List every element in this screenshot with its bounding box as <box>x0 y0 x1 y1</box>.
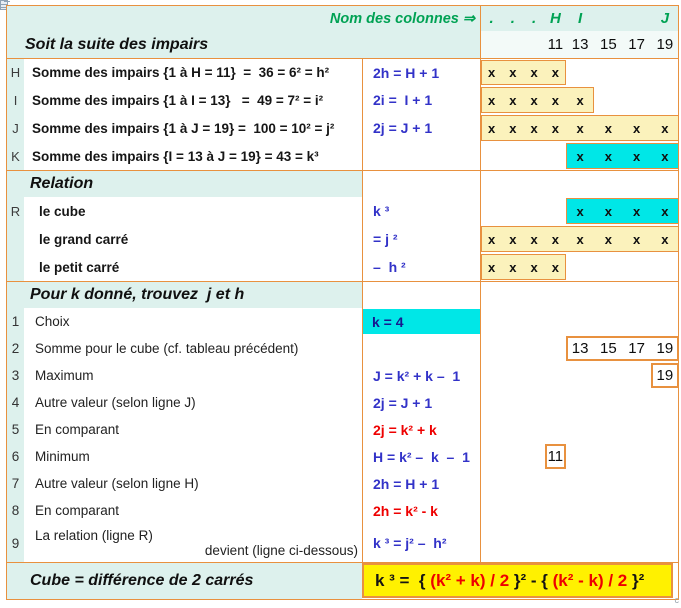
column-number: 11 <box>547 36 564 53</box>
empty-formula-cell <box>362 335 480 362</box>
grid-mark: x <box>604 120 612 136</box>
row-formula: = j ² <box>362 225 480 253</box>
table-row-J <box>7 114 678 142</box>
grid-mark: x <box>488 92 496 108</box>
grid-mark: x <box>633 203 641 219</box>
empty-grid-cell <box>480 470 678 497</box>
row-description: Choix <box>24 308 362 335</box>
grid-cell <box>480 443 678 470</box>
table-row-9-relation <box>7 524 678 562</box>
footer-formula-wrap <box>362 563 678 599</box>
row-formula: 2h = H + 1 <box>362 470 480 497</box>
footer-title: Cube = différence de 2 carrés <box>7 563 362 599</box>
column-number: 19 <box>656 36 674 53</box>
row-number: 1 <box>7 308 24 335</box>
row-formula: 2h = k² - k <box>362 497 480 524</box>
grid-cell <box>480 362 678 389</box>
table-row-5-en-comparant <box>7 416 678 443</box>
result-number: 11 <box>547 448 564 465</box>
row-formula: 2j = k² + k <box>362 416 480 443</box>
row-description-line1: La relation (ligne R) <box>35 528 153 543</box>
row-label: H <box>7 59 24 86</box>
column-names-label: Nom des colonnes ⇒ <box>329 10 475 27</box>
column-name: H <box>549 10 561 27</box>
table-row-grand-carre <box>7 225 678 253</box>
k-value-input[interactable]: k = 4 <box>363 309 480 334</box>
grid-mark: x <box>661 231 669 247</box>
footer-row <box>7 562 678 599</box>
section-title: Pour k donné, trouvez j et h <box>7 282 362 308</box>
empty-grid-cell <box>480 389 678 416</box>
grid-mark: x <box>633 231 641 247</box>
table-row-6-minimum <box>7 443 678 470</box>
grid-mark: x <box>530 120 538 136</box>
row-number: 9 <box>7 524 24 562</box>
row-formula <box>362 142 480 170</box>
row-formula: J = k² + k – 1 <box>362 362 480 389</box>
grid-mark: x <box>576 231 584 247</box>
formula-part: }² <box>627 570 645 590</box>
row-formula: – h ² <box>362 253 480 281</box>
table-row-3-maximum <box>7 362 678 389</box>
table-row-K <box>7 142 678 170</box>
result-number: 17 <box>628 340 645 357</box>
row-formula: 2h = H + 1 <box>362 59 480 86</box>
grid-mark: x <box>509 259 517 275</box>
column-name: . <box>532 10 537 27</box>
empty-grid-cell <box>480 282 678 308</box>
row-formula: 2i = I + 1 <box>362 86 480 114</box>
grid-mark: x <box>661 148 669 164</box>
grid-mark: x <box>488 65 496 80</box>
row-description: Somme des impairs {I = 13 à J = 19} = 43 = k³ <box>24 142 362 170</box>
section-header-relation <box>7 170 678 197</box>
table-row-8-en-comparant <box>7 497 678 524</box>
grid-mark: x <box>530 259 538 275</box>
row-description: Autre valeur (selon ligne H) <box>24 470 362 497</box>
result-number: 13 <box>571 340 589 357</box>
choice-cell <box>362 308 480 335</box>
row-number: 2 <box>7 335 24 362</box>
grid-cell <box>480 86 678 114</box>
grid-mark: x <box>551 120 559 136</box>
row-description: Somme des impairs {1 à H = 11} = 36 = 6² = h² <box>24 59 362 86</box>
column-number: 17 <box>628 36 645 53</box>
grid-mark: x <box>488 120 496 136</box>
grid-mark: x <box>604 231 612 247</box>
grid-cell <box>480 142 678 170</box>
grid-mark: x <box>551 231 559 247</box>
column-names-grid <box>480 6 678 31</box>
row-number: 8 <box>7 497 24 524</box>
sequence-title: Soit la suite des impairs <box>25 35 209 53</box>
section-title: Relation <box>7 171 362 197</box>
row-formula: H = k² – k – 1 <box>362 443 480 470</box>
row-description: Minimum <box>24 443 362 470</box>
formula-part: }² - { <box>509 570 553 590</box>
grid-mark: x <box>551 92 559 108</box>
empty-grid-cell <box>480 416 678 443</box>
cursor-artifact: c <box>674 595 679 605</box>
math-table <box>6 5 679 600</box>
grid-cell <box>480 197 678 225</box>
grid-mark: x <box>661 120 669 136</box>
row-number: 3 <box>7 362 24 389</box>
formula-part: (k² - k) / 2 <box>552 570 628 590</box>
table-row-H <box>7 58 678 86</box>
grid-mark: x <box>488 231 496 247</box>
result-number: 19 <box>656 340 674 357</box>
column-name: . <box>510 10 515 27</box>
grid-mark: x <box>551 65 559 80</box>
empty-grid-cell <box>480 524 678 562</box>
table-row-7-autre-valeur-h <box>7 470 678 497</box>
empty-grid-cell <box>480 308 678 335</box>
row-label <box>7 225 24 253</box>
empty-formula-cell <box>362 282 480 308</box>
grid-cell <box>480 225 678 253</box>
row-description: En comparant <box>24 497 362 524</box>
grid-mark: x <box>576 92 584 108</box>
grid-mark: x <box>509 65 517 80</box>
table-row-1-choix <box>7 308 678 335</box>
row-label: K <box>7 142 24 170</box>
row-label: I <box>7 86 24 114</box>
row-description: Somme pour le cube (cf. tableau précédent) <box>24 335 362 362</box>
row-formula: 2j = J + 1 <box>362 389 480 416</box>
grid-mark: x <box>576 120 584 136</box>
grid-mark: x <box>633 120 641 136</box>
grid-cell <box>480 335 678 362</box>
row-label: R <box>7 197 24 225</box>
grid-mark: x <box>576 203 584 219</box>
table-row-cube <box>7 197 678 225</box>
grid-mark: x <box>509 231 517 247</box>
row-description: En comparant <box>24 416 362 443</box>
column-name: I <box>578 10 583 27</box>
result-number: 19 <box>656 367 674 384</box>
grid-mark: x <box>551 259 559 275</box>
empty-grid-cell <box>480 497 678 524</box>
row-description: Maximum <box>24 362 362 389</box>
formula-part: k ³ = { <box>375 570 431 590</box>
column-name: . <box>489 10 494 27</box>
grid-mark: x <box>576 148 584 164</box>
row-formula: k ³ = j² – h² <box>362 524 480 562</box>
row-description-line2: devient (ligne ci-dessous) <box>204 543 358 558</box>
empty-formula-cell <box>362 171 480 197</box>
row-description: le petit carré <box>24 253 362 281</box>
row-formula: 2j = J + 1 <box>362 114 480 142</box>
empty-grid-cell <box>480 171 678 197</box>
row-number: 5 <box>7 416 24 443</box>
row-description: le grand carré <box>24 225 362 253</box>
grid-cell <box>480 59 678 86</box>
column-number: 13 <box>571 36 589 53</box>
table-row-4-autre-valeur-j <box>7 389 678 416</box>
row-description <box>24 524 362 562</box>
row-number: 6 <box>7 443 24 470</box>
grid-mark: x <box>530 65 538 80</box>
grid-mark: x <box>530 231 538 247</box>
grid-mark: x <box>661 203 669 219</box>
header-row-sequence <box>7 31 678 58</box>
footer-formula <box>362 563 673 598</box>
column-number: 15 <box>600 36 617 53</box>
row-formula: k ³ <box>362 197 480 225</box>
row-label: J <box>7 114 24 142</box>
row-label <box>7 253 24 281</box>
grid-mark: x <box>604 203 612 219</box>
section-header-solve <box>7 281 678 308</box>
grid-mark: x <box>509 92 517 108</box>
grid-cell <box>480 114 678 142</box>
grid-mark: x <box>530 92 538 108</box>
formula-part: (k² + k) / 2 <box>430 570 510 590</box>
grid-cell <box>480 253 678 281</box>
row-number: 4 <box>7 389 24 416</box>
grid-mark: x <box>509 120 517 136</box>
sequence-band <box>7 31 480 58</box>
row-description: Autre valeur (selon ligne J) <box>24 389 362 416</box>
row-description: le cube <box>24 197 362 225</box>
table-row-petit-carre <box>7 253 678 281</box>
sequence-numbers-grid <box>480 31 678 58</box>
row-number: 7 <box>7 470 24 497</box>
result-number: 15 <box>600 340 617 357</box>
table-row-I <box>7 86 678 114</box>
row-description: Somme des impairs {1 à J = 19} = 100 = 10² = j² <box>24 114 362 142</box>
header-left-band <box>7 6 480 31</box>
row-description: Somme des impairs {1 à I = 13} = 49 = 7² = i² <box>24 86 362 114</box>
grid-mark: x <box>604 148 612 164</box>
column-name: J <box>660 10 670 27</box>
header-row-column-names <box>7 6 678 31</box>
grid-mark: x <box>488 259 496 275</box>
table-row-2-somme-cube <box>7 335 678 362</box>
grid-mark: x <box>633 148 641 164</box>
